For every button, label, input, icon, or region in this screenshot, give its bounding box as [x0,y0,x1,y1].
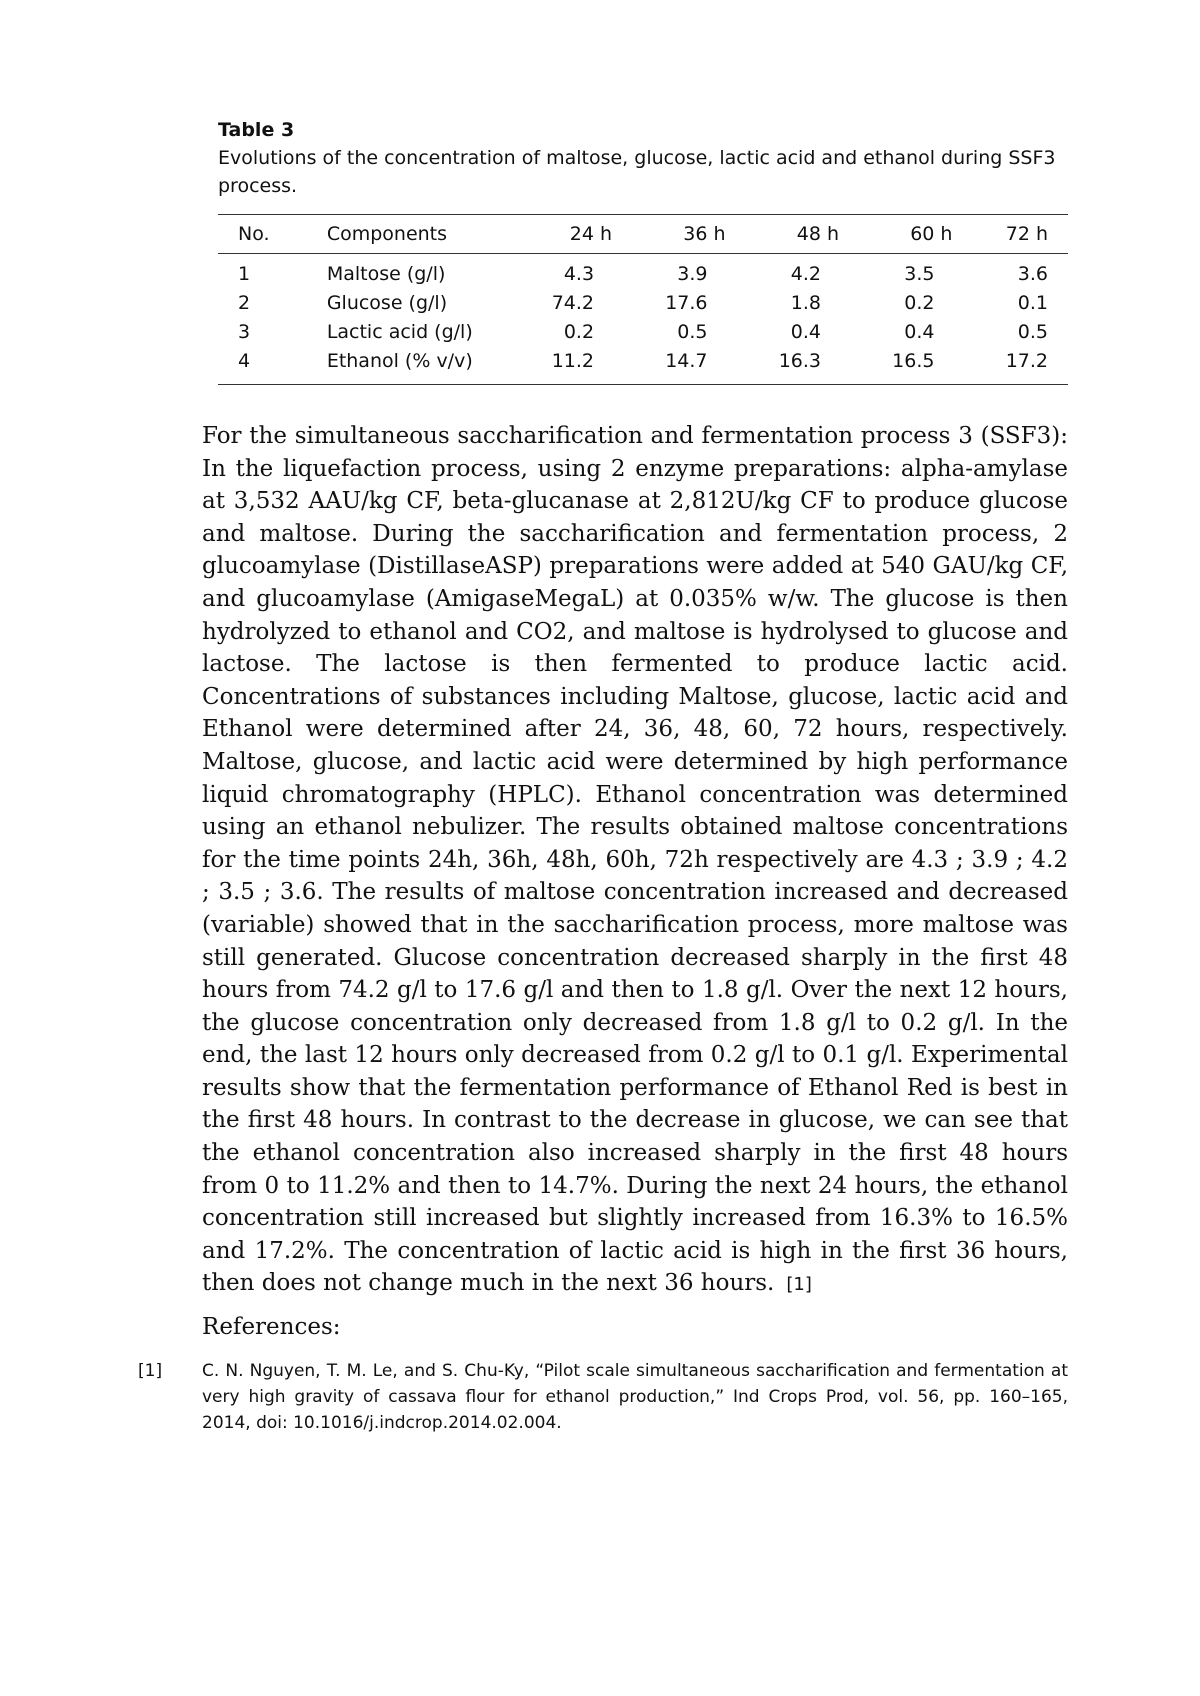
table-cell: 1.8 [790,292,821,314]
table-header-cell: 36 h [612,215,725,254]
table-header-cell: No. [218,215,327,254]
body-paragraph-text: For the simultaneous saccharification and fermentation process 3 (SSF3): In the liquefaction process, using 2 enzyme preparations: alpha-amylase at 3,532 AAU/kg CF, beta-glucanase at 2,812U/kg CF to produce glucose and maltose. During the saccharification and fermentation process, 2 glucoamylase (DistillaseASP) preparations were added at 540 GAU/kg CF, and glucoamylase (AmigaseMegaL) at 0.035% w/w. The glucose is then hydrolyzed to ethanol and CO2, and maltose is hydrolysed to glucose and lactose. The lactose is then fermented to produce lactic acid. Concentrations of substances including Maltose, glucose, lactic acid and Ethanol were determined after 24, 36, 48, 60, 72 hours, respectively. Maltose, glucose, and lactic acid were determined by high performance liquid chromatography (HPLC). Ethanol concentration was determined using an ethanol nebulizer. The results obtained maltose concentrations for the time points 24h, 36h, 48h, 60h, 72h respectively are 4.3 ; 3.9 ; 4.2 ; 3.5 ; 3.6. The results of maltose concentration increased and decreased (variable) showed that in the saccharification process, more maltose was still generated. Glucose concentration decreased sharply in the first 48 hours from 74.2 g/l to 17.6 g/l and then to 1.8 g/l. Over the next 12 hours, the glucose concentration only decreased from 1.8 g/l to 0.2 g/l. In the end, the last 12 hours only decreased from 0.2 g/l to 0.1 g/l. Experimental results show that the fermentation performance of Ethanol Red is best in the first 48 hours. In contrast to the decrease in glucose, we can see that the ethanol concentration also increased sharply in the first 48 hours from 0 to 11.2% and then to 14.7%. During the next 24 hours, the ethanol concentration still increased but slightly increased from 16.3% to 16.5% and 17.2%. The concentration of lactic acid is high in the first 36 hours, then does not change much in the next 36 hours. [202,423,1068,1297]
reference-text: C. N. Nguyen, T. M. Le, and S. Chu-Ky, “Pilot scale simultaneous saccharification and fermentation at very high gravity of cassava flour for ethanol production,” Ind Crops Prod, vol. 56, pp. 160–165, 2014, doi: 10.1016/j.indcrop.2014.02.004. [202,1361,1068,1433]
reference-number: [1] [138,1361,163,1381]
table-cell: 1 [238,263,251,285]
table-row [218,254,1068,290]
table-row [218,347,1068,385]
table-cell: 4.2 [790,263,821,285]
table-header-cell: Components [327,215,499,254]
table-cell: 4.3 [563,263,595,285]
table-cell: Lactic acid (g/l) [326,321,473,343]
table-block [218,116,1068,385]
table-cell: 17.6 [665,292,708,314]
table-cell: 0.4 [790,321,821,343]
table-cell: 3.5 [904,263,935,285]
table-cell: 0.4 [904,321,935,343]
table-cell: 16.5 [839,347,952,385]
table-label: Table 3 [218,119,295,141]
table-header-cell: 48 h [726,215,839,254]
table-cell: 14.7 [612,347,725,385]
table-cell: 0.2 [904,292,935,314]
table-cell: Maltose (g/l) [326,263,446,285]
table-cell: 17.2 [952,347,1068,385]
table-header-cell: 60 h [839,215,952,254]
table-cell: 11.2 [499,347,612,385]
table-cell: 0.5 [1017,321,1048,343]
table-cell: Ethanol (% v/v) [327,347,499,385]
table-row [218,318,1068,347]
table-cell: 0.2 [563,321,595,343]
table-header-cell: 72 h [952,215,1068,254]
references-heading: References: [202,1314,341,1340]
table-cell: 4 [218,347,327,385]
table-cell: 16.3 [726,347,839,385]
table-row [218,289,1068,318]
table-header-cell: 24 h [499,215,612,254]
table-cell: 3.6 [1017,263,1048,285]
table-cell: 74.2 [551,292,595,314]
table-cell: 0.1 [1017,292,1048,314]
table-cell: 3 [238,321,251,343]
table-cell: 3.9 [677,263,708,285]
table-caption: Evolutions of the concentration of maltose, glucose, lactic acid and ethanol during SSF3 process. [218,147,1056,197]
body-paragraph [202,420,1068,1302]
citation-marker[interactable]: [1] [786,1274,812,1296]
results-table [218,214,1068,385]
table-cell: 0.5 [677,321,708,343]
table-header-row [218,215,1068,254]
table-cell: 2 [238,292,251,314]
table-cell: Glucose (g/l) [326,292,448,314]
